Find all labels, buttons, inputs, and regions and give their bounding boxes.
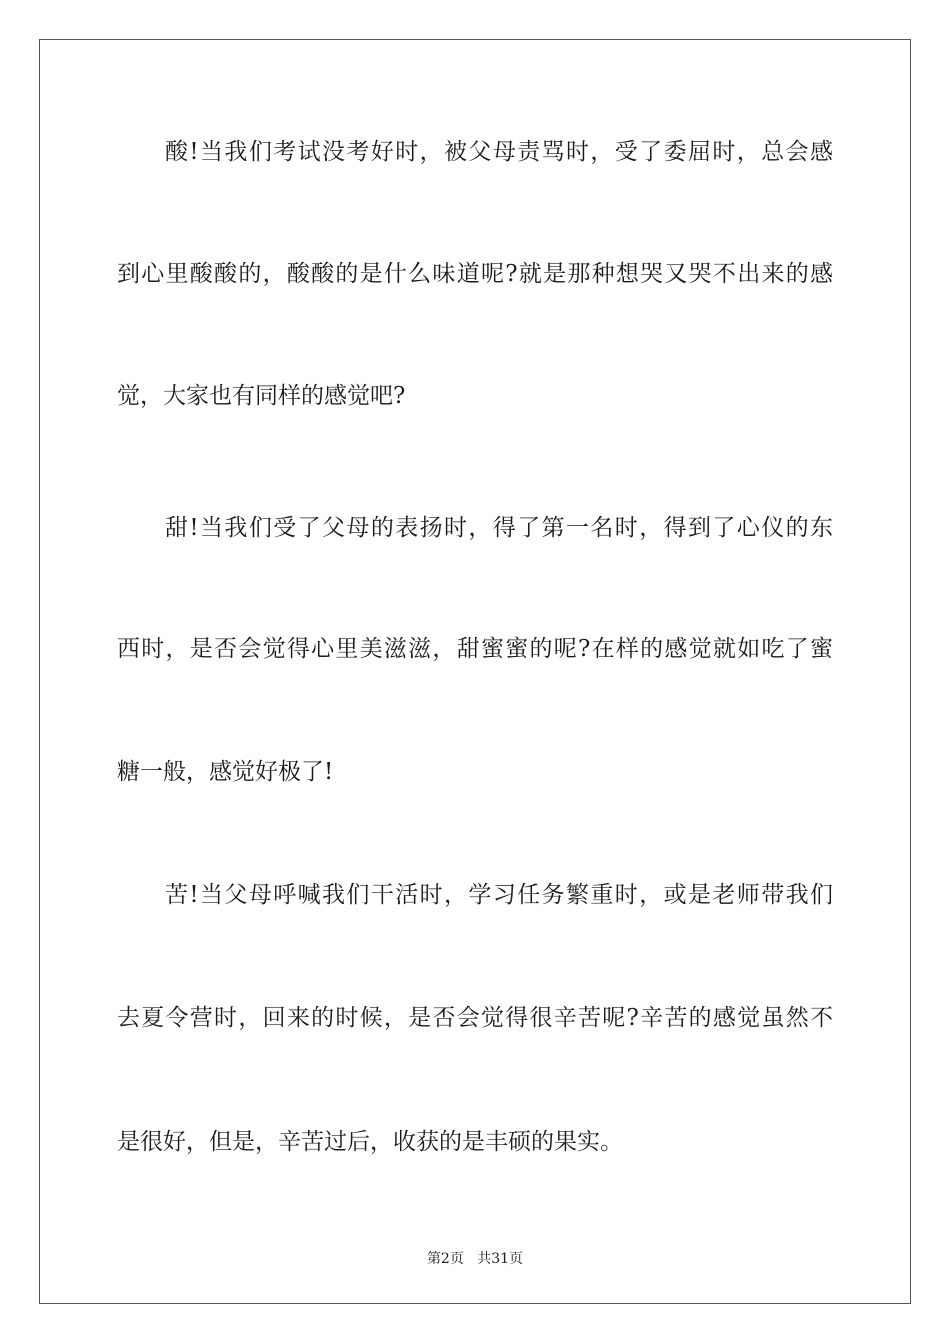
page-frame (39, 39, 911, 1304)
paragraph-3-line-1: 苦!当父母呼喊我们干活时，学习任务繁重时，或是老师带我们 (165, 882, 833, 908)
paragraph-2-line-1: 甜!当我们受了父母的表扬时，得了第一名时，得到了心仪的东 (165, 515, 833, 541)
page-number: 第2页 (426, 1251, 464, 1267)
paragraph-2-line-2: 西时，是否会觉得心里美滋滋，甜蜜蜜的呢?在样的感觉就如吃了蜜 (117, 636, 833, 662)
paragraph-2-line-3: 糖一般，感觉好极了! (117, 759, 334, 785)
page-total: 共31页 (477, 1251, 524, 1267)
paragraph-3-line-3: 是很好，但是，辛苦过后，收获的是丰硕的果实。 (117, 1129, 623, 1155)
paragraph-3-line-2: 去夏令营时，回来的时候，是否会觉得很辛苦呢?辛苦的感觉虽然不 (117, 1005, 833, 1031)
paragraph-1-line-2: 到心里酸酸的，酸酸的是什么味道呢?就是那种想哭又哭不出来的感 (117, 261, 833, 287)
paragraph-1-line-3: 觉，大家也有同样的感觉吧? (117, 383, 406, 409)
paragraph-1-line-1: 酸!当我们考试没考好时，被父母责骂时，受了委屈时，总会感 (165, 139, 833, 165)
page-footer (0, 1248, 950, 1268)
